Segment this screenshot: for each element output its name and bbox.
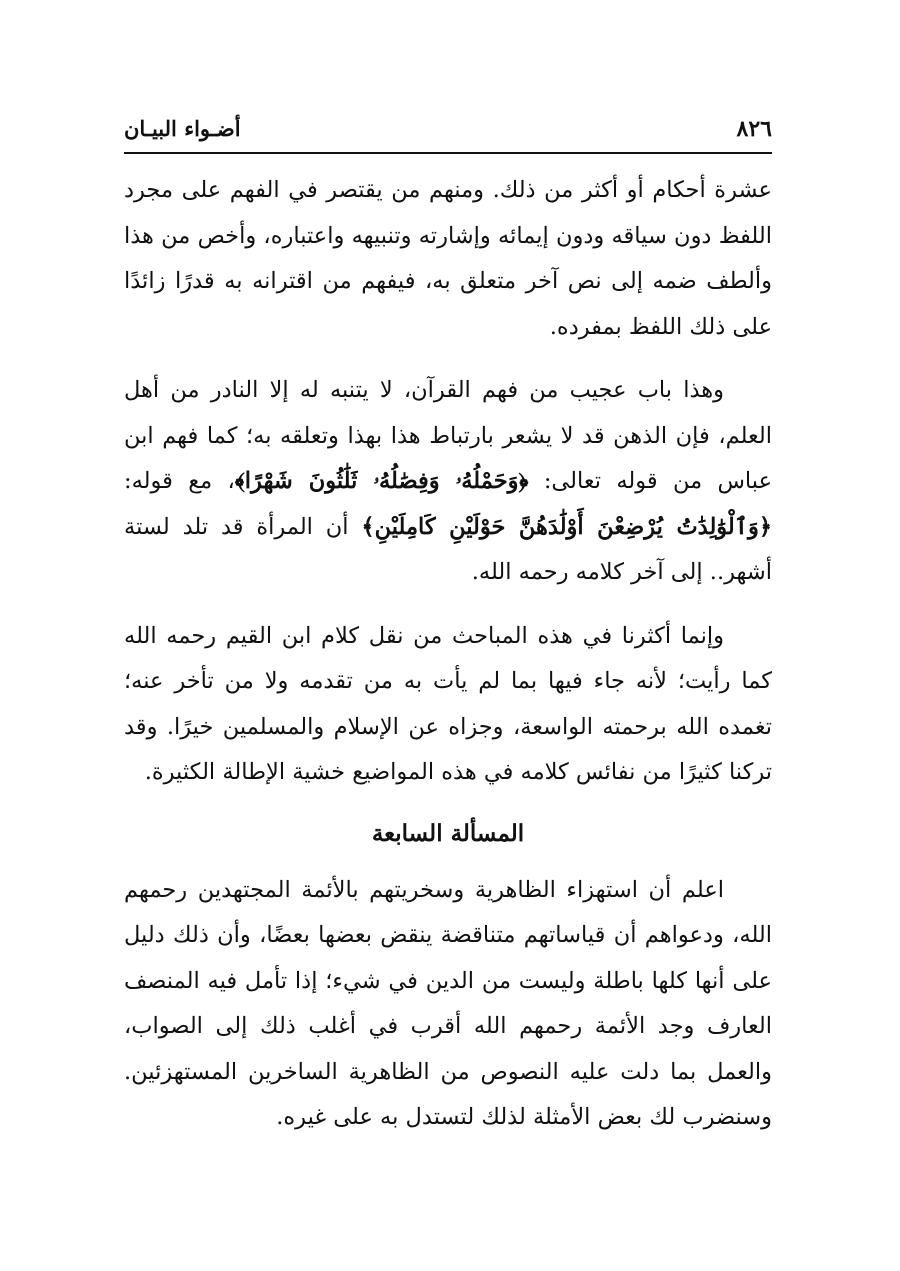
paragraph-2-middle: ، مع قوله: [124,468,235,494]
paragraph-1: عشرة أحكام أو أكثر من ذلك. ومنهم من يقتصر في الفهم على مجرد اللفظ دون سياقه ودون إيمائه وإشارته وتنبيهه واعتباره، وأخص من هذا وألطف ضمه إلى نص آخر متعلق به، فيفهم من اقترانه به قدرًا زائدًا على ذلك اللفظ بمفرده. [124,177,772,340]
paragraph-2-intro: وهذا باب عجيب من فهم القرآن، لا يتنبه له إلا النادر من أهل العلم، فإن الذهن قد لا يشعر بارتباط هذا بهذا وتعلقه به؛ كما فهم ابن عباس من قوله تعالى: [124,377,772,494]
running-title: أضـواء البيـان [124,116,241,141]
page-number: ٨٢٦ [736,116,772,142]
page-header [124,112,772,154]
page-body [124,168,772,1141]
paragraph-3: وإنما أكثرنا في هذه المباحث من نقل كلام ابن القيم رحمه الله كما رأيت؛ لأنه جاء فيها بما لم يأت به من تقدمه ولا من تأخر عنه؛ تغمده الله برحمته الواسعة، وجزاه عن الإسلام والمسلمين خيرًا. وقد تركنا كثيرًا من نفائس كلامه في هذه المواضيع خشية الإطالة الكثيرة. [124,622,772,785]
paragraph-4: اعلم أن استهزاء الظاهرية وسخريتهم بالأئمة المجتهدين رحمهم الله، ودعواهم أن قياساتهم متناقضة ينقض بعضها بعضًا، وأن ذلك دليل على أنها كلها باطلة وليست من الدين في شيء؛ إذا تأمل فيه المنصف العارف وجد الأئمة رحمهم الله أقرب في أغلب ذلك إلى الصواب، والعمل بما دلت عليه النصوص من الظاهرية الساخرين المستهزئين. وسنضرب لك بعض الأمثلة لذلك لتستدل به على غيره. [124,876,772,1130]
paragraph-2 [124,368,772,596]
quran-verse-1: ﴿وَحَمْلُهُۥ وَفِصَٰلُهُۥ ثَلَٰثُونَ شَهْرًا﴾ [234,468,529,494]
section-title: المسألة السابعة [371,819,525,847]
paragraph-2-end: أن المرأة قد تلد لستة أشهر.. إلى آخر كلامه رحمه الله. [124,513,772,585]
quran-verse-2: ﴿وَٱلْوَٰلِدَٰتُ يُرْضِعْنَ أَوْلَٰدَهُنَّ حَوْلَيْنِ كَامِلَيْنِ﴾ [361,513,773,540]
